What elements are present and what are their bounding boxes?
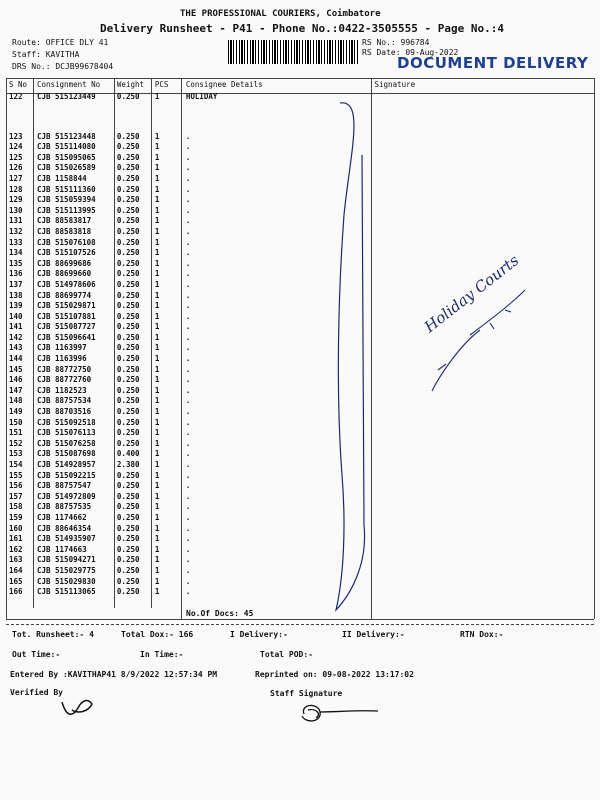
cell-pcs: 1 (154, 460, 160, 469)
cell-sno: 130 (9, 205, 23, 215)
cell-pcs: 1 (154, 279, 160, 289)
cell-consignee: . (185, 449, 191, 459)
total-dox: Total Dox:- 166 (121, 630, 194, 639)
cell-weight: 0.250 (116, 279, 140, 289)
cell-weight: 0.250 (116, 375, 140, 385)
staff: Staff: KAVITHA (12, 50, 80, 59)
cell-sno: 143 (9, 343, 23, 353)
cell-consignee: . (185, 279, 191, 289)
cell-sno: 159 (9, 512, 23, 522)
cell-weight: 0.250 (116, 92, 140, 101)
cell-consignee: . (185, 237, 191, 247)
cell-consignee: . (185, 438, 191, 448)
handwritten-note: Holiday Courts (420, 251, 523, 336)
cell-sno: 151 (9, 428, 23, 438)
cell-weight: 0.250 (116, 142, 140, 152)
cell-weight: 0.250 (116, 195, 140, 205)
cell-weight: 0.250 (116, 248, 140, 258)
cell-weight: 0.250 (116, 301, 140, 311)
cell-pcs: 1 (154, 332, 160, 342)
cell-sno: 132 (9, 226, 23, 236)
cell-weight: 0.250 (116, 491, 140, 501)
cell-sno: 139 (9, 301, 23, 311)
cell-sno: 153 (9, 449, 23, 459)
staff-signature (296, 700, 386, 728)
tot-runsheet: Tot. Runsheet:- 4 (12, 630, 94, 639)
in-time: In Time:- (140, 650, 184, 659)
ii-delivery: II Delivery:- (342, 630, 405, 639)
cell-sno: 123 (9, 131, 23, 141)
cell-weight: 0.400 (116, 449, 140, 459)
col-signature: Signature (374, 80, 416, 90)
cell-sno: 140 (9, 311, 23, 321)
cell-sno: 133 (9, 237, 23, 247)
cell-sno: 155 (9, 470, 23, 480)
cell-sno: 131 (9, 216, 23, 226)
cell-consignment: CJB 514978606 (36, 279, 96, 289)
cell-pcs: 1 (154, 375, 160, 385)
cell-consignee: . (185, 258, 191, 268)
cell-weight: 0.250 (116, 481, 140, 491)
cell-consignment: CJB 1174662 (36, 512, 87, 522)
cell-pcs: 1 (154, 205, 160, 215)
cell-pcs: 1 (154, 396, 160, 406)
cell-consignment: CJB 1163997 (36, 343, 87, 353)
cell-consignee: . (185, 184, 191, 194)
cell-consignment: CJB 88699774 (36, 290, 92, 300)
cell-weight: 0.250 (116, 470, 140, 480)
cell-sno: 129 (9, 195, 23, 205)
cell-sno: 147 (9, 385, 23, 395)
cell-consignment: CJB 515107526 (36, 248, 96, 258)
cell-weight: 0.250 (116, 555, 140, 565)
cell-weight: 0.250 (116, 565, 140, 575)
cell-consignment: CJB 515094271 (36, 555, 96, 565)
cell-weight: 0.250 (116, 152, 140, 162)
cell-consignee: . (185, 216, 191, 226)
cell-weight: 0.250 (116, 502, 140, 512)
cell-consignment: CJB 514935907 (36, 534, 96, 544)
cell-consignment: CJB 1174663 (36, 544, 87, 554)
cell-consignee: . (185, 544, 191, 554)
cell-consignee: . (185, 205, 191, 215)
cell-sno: 124 (9, 142, 23, 152)
reprinted-on: Reprinted on: 09-08-2022 13:17:02 (255, 670, 414, 679)
cell-consignee: . (185, 470, 191, 480)
col-pcs: PCS (154, 80, 169, 90)
cell-pcs: 1 (154, 544, 160, 554)
cell-consignment: CJB 514972809 (36, 491, 96, 501)
cell-consignment: CJB 88703516 (36, 407, 92, 417)
rs-date: RS Date: 09-Aug-2022 (362, 48, 459, 57)
cell-pcs: 1 (154, 184, 160, 194)
cell-pcs: 1 (154, 576, 160, 586)
cell-weight: 0.250 (116, 385, 140, 395)
cell-pcs: 1 (154, 142, 160, 152)
cell-pcs: 1 (154, 470, 160, 480)
cell-consignee: . (185, 163, 191, 173)
i-delivery: I Delivery:- (230, 630, 288, 639)
cell-pcs: 1 (154, 131, 160, 141)
cell-consignment: CJB 88699660 (36, 269, 92, 279)
cell-weight: 0.250 (116, 544, 140, 554)
cell-consignee: . (185, 417, 191, 427)
cell-weight: 0.250 (116, 184, 140, 194)
cell-consignment: CJB 515092215 (36, 470, 96, 480)
cell-sno: 160 (9, 523, 23, 533)
total-pod: Total POD:- (260, 650, 313, 659)
cell-consignee: . (185, 512, 191, 522)
cell-weight: 0.250 (116, 512, 140, 522)
cell-consignee: . (185, 343, 191, 353)
barcode (228, 40, 358, 64)
cell-pcs: 1 (154, 428, 160, 438)
col-sno: S No (9, 80, 28, 90)
verifier-signature (58, 692, 98, 720)
cell-consignment: CJB 515123449 (36, 92, 96, 101)
cell-weight: 0.250 (116, 354, 140, 364)
cell-weight: 0.250 (116, 576, 140, 586)
cell-consignment: CJB 515113995 (36, 205, 96, 215)
cell-consignee: . (185, 565, 191, 575)
cell-weight: 0.250 (116, 534, 140, 544)
cell-consignment: CJB 88757534 (36, 396, 92, 406)
signature-scribble (320, 95, 560, 625)
cell-pcs: 1 (154, 449, 160, 459)
cell-weight: 0.250 (116, 216, 140, 226)
cell-consignment: CJB 515076258 (36, 438, 96, 448)
cell-consignee: HOLIDAY (185, 92, 218, 101)
cell-sno: 125 (9, 152, 23, 162)
cell-sno: 144 (9, 354, 23, 364)
col-consignee: Consignee Details (185, 80, 263, 90)
cell-weight: 0.250 (116, 428, 140, 438)
cell-pcs: 1 (154, 195, 160, 205)
cell-consignee: . (185, 131, 191, 141)
cell-pcs: 1 (154, 587, 160, 597)
cell-pcs: 1 (154, 407, 160, 417)
cell-sno: 162 (9, 544, 23, 554)
cell-sno: 146 (9, 375, 23, 385)
cell-sno: 126 (9, 163, 23, 173)
cell-consignee: . (185, 173, 191, 183)
cell-pcs: 1 (154, 417, 160, 427)
cell-consignment: CJB 1182523 (36, 385, 87, 395)
rtn-dox: RTN Dox:- (460, 630, 504, 639)
cell-consignment: CJB 88583817 (36, 216, 92, 226)
cell-weight: 0.250 (116, 205, 140, 215)
cell-sno: 150 (9, 417, 23, 427)
cell-sno: 127 (9, 173, 23, 183)
cell-pcs: 1 (154, 258, 160, 268)
cell-sno: 152 (9, 438, 23, 448)
cell-pcs: 1 (154, 269, 160, 279)
cell-weight: 0.250 (116, 173, 140, 183)
cell-consignee: . (185, 269, 191, 279)
cell-consignee: . (185, 502, 191, 512)
cell-pcs: 1 (154, 311, 160, 321)
cell-pcs: 1 (154, 534, 160, 544)
cell-weight: 0.250 (116, 226, 140, 236)
cell-pcs: 1 (154, 290, 160, 300)
cell-weight: 0.250 (116, 587, 140, 597)
cell-consignee: . (185, 301, 191, 311)
cell-sno: 157 (9, 491, 23, 501)
cell-weight: 0.250 (116, 237, 140, 247)
cell-pcs: 1 (154, 248, 160, 258)
cell-pcs: 1 (154, 163, 160, 173)
cell-sno: 156 (9, 481, 23, 491)
cell-consignee: . (185, 332, 191, 342)
cell-sno: 141 (9, 322, 23, 332)
cell-consignee: . (185, 428, 191, 438)
cell-pcs: 1 (154, 565, 160, 575)
cell-consignee: . (185, 407, 191, 417)
cell-consignment: CJB 515026589 (36, 163, 96, 173)
cell-pcs: 1 (154, 364, 160, 374)
cell-weight: 0.250 (116, 417, 140, 427)
cell-consignee: . (185, 226, 191, 236)
cell-consignment: CJB 1163996 (36, 354, 87, 364)
cell-sno: 145 (9, 364, 23, 374)
cell-sno: 165 (9, 576, 23, 586)
cell-consignee: . (185, 460, 191, 469)
entered-by: Entered By :KAVITHAP41 8/9/2022 12:57:34 PM (10, 670, 218, 679)
cell-consignment: CJB 515087698 (36, 449, 96, 459)
cell-weight: 0.250 (116, 131, 140, 141)
cell-consignee: . (185, 354, 191, 364)
cell-sno: 134 (9, 248, 23, 258)
cell-consignee: . (185, 248, 191, 258)
cell-consignee: . (185, 481, 191, 491)
cell-sno: 149 (9, 407, 23, 417)
cell-consignment: CJB 515029830 (36, 576, 96, 586)
cell-consignee: . (185, 142, 191, 152)
cell-weight: 0.250 (116, 523, 140, 533)
cell-consignment: CJB 88772750 (36, 364, 92, 374)
cell-pcs: 1 (154, 173, 160, 183)
cell-sno: 128 (9, 184, 23, 194)
cell-weight: 0.250 (116, 407, 140, 417)
cell-weight: 0.250 (116, 311, 140, 321)
cell-consignment: CJB 88699686 (36, 258, 92, 268)
cell-sno: 164 (9, 565, 23, 575)
cell-consignee: . (185, 375, 191, 385)
cell-consignment: CJB 514928957 (36, 460, 96, 469)
cell-sno: 137 (9, 279, 23, 289)
cell-sno: 154 (9, 460, 23, 469)
cell-consignment: CJB 515087727 (36, 322, 96, 332)
cell-consignment: CJB 88757547 (36, 481, 92, 491)
cell-consignee: . (185, 587, 191, 597)
cell-consignee: . (185, 364, 191, 374)
cell-pcs: 1 (154, 322, 160, 332)
drs-number: DRS No.: DCJB99678404 (12, 62, 114, 71)
cell-consignment: CJB 88583818 (36, 226, 92, 236)
cell-weight: 0.250 (116, 322, 140, 332)
cell-consignment: CJB 515111360 (36, 184, 96, 194)
cell-consignment: CJB 515095065 (36, 152, 96, 162)
cell-consignee: . (185, 576, 191, 586)
company-name: THE PROFESSIONAL COURIERS, Coimbatore (180, 9, 381, 19)
cell-pcs: 1 (154, 502, 160, 512)
cell-pcs: 1 (154, 555, 160, 565)
cell-pcs: 1 (154, 438, 160, 448)
cell-consignee: . (185, 311, 191, 321)
cell-pcs: 1 (154, 226, 160, 236)
cell-weight: 0.250 (116, 332, 140, 342)
cell-weight: 0.250 (116, 258, 140, 268)
cell-pcs: 1 (154, 481, 160, 491)
cell-consignment: CJB 88772760 (36, 375, 92, 385)
out-time: Out Time:- (12, 650, 61, 659)
cell-consignee: . (185, 396, 191, 406)
cell-weight: 0.250 (116, 438, 140, 448)
cell-consignment: CJB 515114080 (36, 142, 96, 152)
col-consignment: Consignment No (36, 80, 101, 90)
cell-pcs: 1 (154, 491, 160, 501)
cell-pcs: 1 (154, 354, 160, 364)
document-delivery-stamp: DOCUMENT DELIVERY (397, 54, 589, 72)
cell-consignment: CJB 88757535 (36, 502, 92, 512)
cell-pcs: 1 (154, 152, 160, 162)
cell-weight: 0.250 (116, 269, 140, 279)
cell-consignee: . (185, 290, 191, 300)
cell-sno: 122 (9, 92, 23, 101)
cell-consignment: CJB 515107881 (36, 311, 96, 321)
cell-consignment: CJB 515113065 (36, 587, 96, 597)
cell-weight: 0.250 (116, 396, 140, 406)
cell-weight: 0.250 (116, 290, 140, 300)
cell-sno: 161 (9, 534, 23, 544)
cell-sno: 166 (9, 587, 23, 597)
cell-consignment: CJB 515096641 (36, 332, 96, 342)
no-of-docs: No.Of Docs: 45 (186, 609, 254, 618)
cell-consignment: CJB 1158844 (36, 173, 87, 183)
cell-consignee: . (185, 491, 191, 501)
cell-consignment: CJB 515059394 (36, 195, 96, 205)
cell-consignee: . (185, 322, 191, 332)
cell-consignment: CJB 515076113 (36, 428, 96, 438)
cell-consignment: CJB 88646354 (36, 523, 92, 533)
cell-consignee: . (185, 385, 191, 395)
cell-pcs: 1 (154, 385, 160, 395)
cell-consignment: CJB 515029775 (36, 565, 96, 575)
cell-consignee: . (185, 523, 191, 533)
cell-consignment: CJB 515123448 (36, 131, 96, 141)
cell-sno: 136 (9, 269, 23, 279)
cell-consignment: CJB 515092518 (36, 417, 96, 427)
cell-pcs: 1 (154, 343, 160, 353)
footer-divider (6, 624, 594, 625)
cell-sno: 138 (9, 290, 23, 300)
cell-consignment: CJB 515029871 (36, 301, 96, 311)
rs-number: RS No.: 996784 (362, 38, 430, 47)
cell-pcs: 1 (154, 512, 160, 522)
cell-weight: 2.380 (116, 460, 140, 469)
cell-sno: 148 (9, 396, 23, 406)
cell-pcs: 1 (154, 216, 160, 226)
cell-pcs: 1 (154, 92, 160, 101)
cell-consignment: CJB 515076108 (36, 237, 96, 247)
route: Route: OFFICE DLY 41 (12, 38, 109, 47)
cell-sno: 135 (9, 258, 23, 268)
cell-pcs: 1 (154, 523, 160, 533)
table-header-row (7, 79, 600, 92)
cell-consignee: . (185, 534, 191, 544)
cell-weight: 0.250 (116, 163, 140, 173)
cell-consignee: . (185, 152, 191, 162)
cell-sno: 142 (9, 332, 23, 342)
cell-sno: 163 (9, 555, 23, 565)
cell-sno: 158 (9, 502, 23, 512)
col-weight: Weight (116, 80, 145, 90)
staff-signature-label: Staff Signature (270, 689, 343, 698)
cell-pcs: 1 (154, 301, 160, 311)
runsheet-title: Delivery Runsheet - P41 - Phone No.:0422-3505555 - Page No.:4 (100, 22, 504, 35)
cell-consignee: . (185, 555, 191, 565)
cell-weight: 0.250 (116, 343, 140, 353)
cell-weight: 0.250 (116, 364, 140, 374)
cell-consignee: . (185, 195, 191, 205)
verified-by: Verified By (10, 688, 63, 697)
cell-pcs: 1 (154, 237, 160, 247)
